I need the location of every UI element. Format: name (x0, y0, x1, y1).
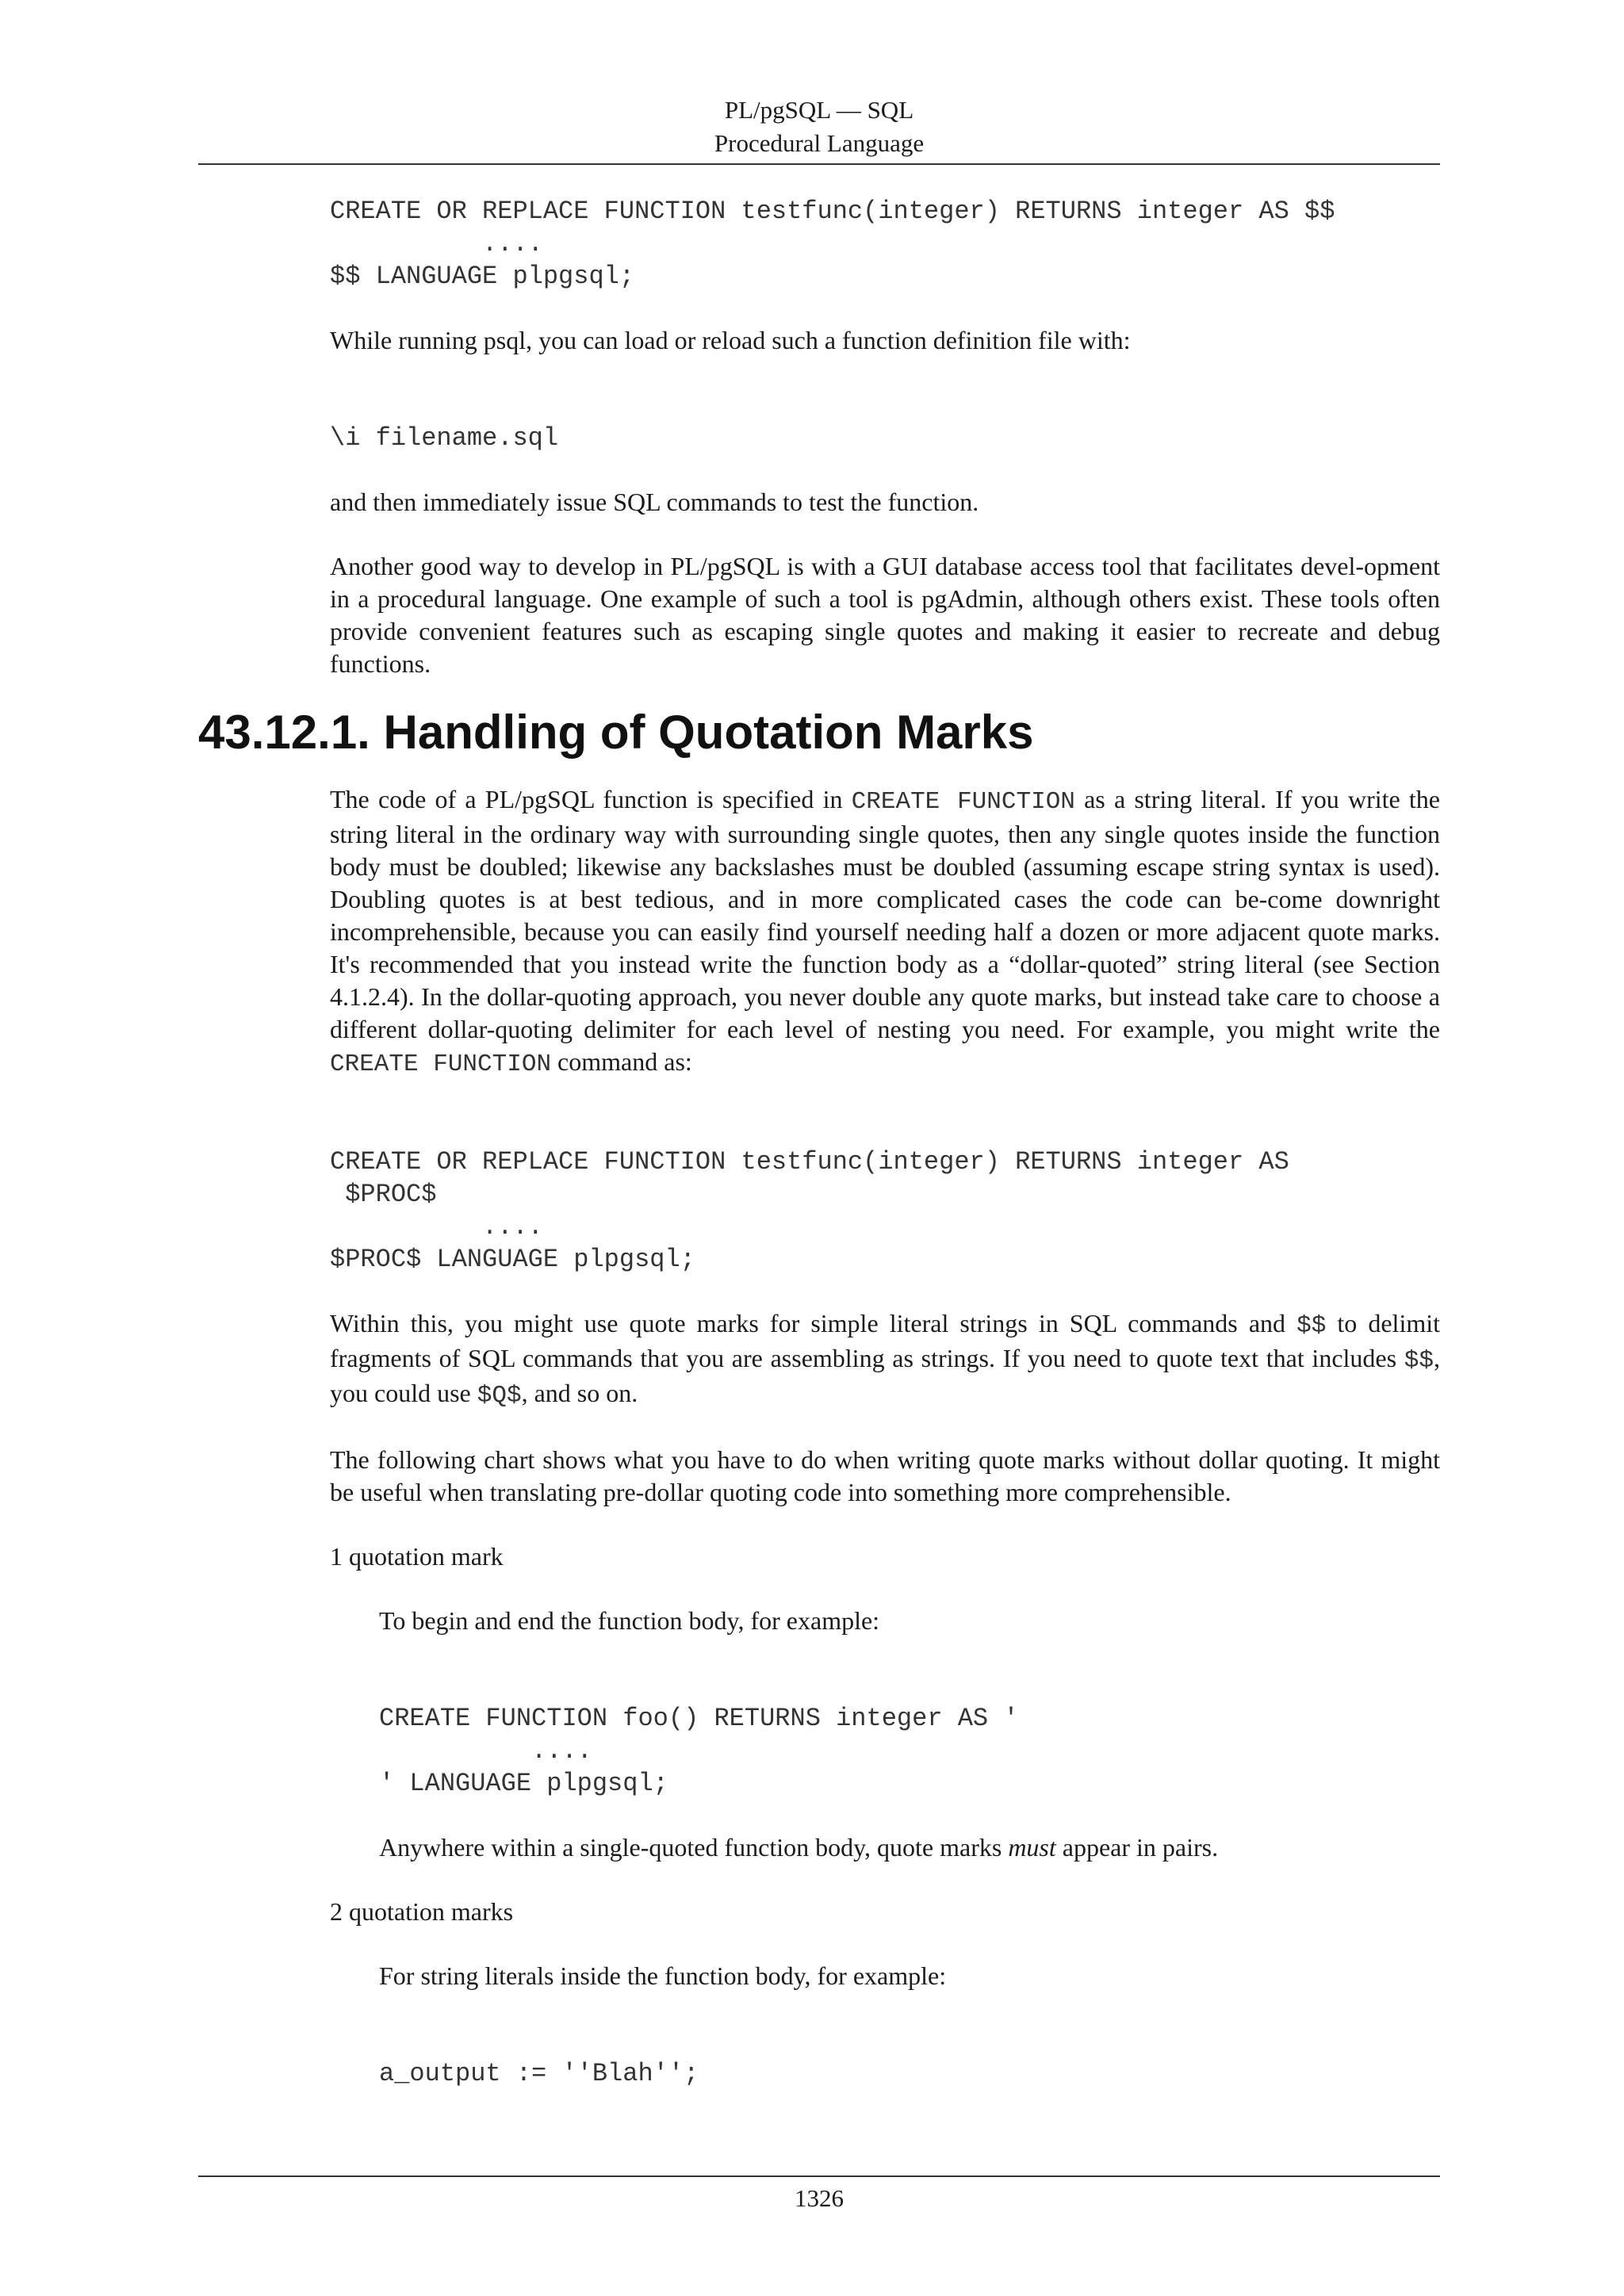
page-content (198, 195, 1441, 2090)
inline-code-create-function: CREATE FUNCTION (851, 788, 1075, 816)
inline-code-dollar: $$ (1404, 1347, 1434, 1375)
term-2-description: For string literals inside the function body, for example: (379, 1961, 947, 1990)
text-run: Anywhere within a single-quoted function body, quote marks (379, 1833, 1009, 1862)
term-list (330, 1540, 1440, 2090)
page-number: 1326 (795, 2184, 844, 2212)
paragraph-gui-tool: Another good way to develop in PL/pgSQL is with a GUI database access tool that facilitates devel-opment in a procedural language. One example of such a tool is pgAdmin, although others exist. These tools often provide convenient features such as escaping single quotes and making it easier to recreate and debug functions. (330, 552, 1440, 678)
paragraph-chart-intro: The following chart shows what you have to do when writing quote marks without dollar quoting. It might be useful when translating pre-dollar quoting code into something more comprehensible. (330, 1445, 1440, 1506)
text-run: as a string literal. If you write the string literal in the ordinary way with surrounding single quotes, then any single quotes inside the function body must be doubled; likewise any backslashes must be doubled (assuming escape string syntax is used). Doubling quotes is at best tedious, and in more complicated cases the code can be-come downright incomprehensible, because you can easily find yourself needing half a dozen or more adjacent quote marks. It's recommended that you instead write the function body as a “dollar-quoted” string literal (see Section 4.1.2.4). In the dollar-quoting approach, you never double any quote marks, but instead take care to choose a different dollar-quoting delimiter for each level of nesting you need. For example, you might write the (330, 785, 1441, 1043)
term-1-note (379, 1831, 1440, 1864)
text-run: command as: (551, 1047, 692, 1076)
paragraph-quoting-intro (330, 783, 1440, 1081)
inline-code-q-dollar: $Q$ (477, 1382, 522, 1410)
text-run: to delimit fragments of SQL commands that you are assembling as strings. If you need to quote text that includes (330, 1309, 1441, 1372)
text-run: , and so on. (521, 1379, 638, 1407)
term-1-definition (379, 1605, 1440, 1864)
section-heading: 43.12.1. Handling of Quotation Marks (198, 706, 1034, 759)
term-2-quotation-marks: 2 quotation marks (330, 1897, 514, 1926)
text-run: appear in pairs. (1055, 1833, 1219, 1862)
running-header (198, 94, 1440, 160)
code-block-foo-function: CREATE FUNCTION foo() RETURNS integer AS ' .... ' LANGUAGE plpgsql; (379, 1704, 1019, 1798)
header-line-2: Procedural Language (714, 129, 925, 157)
code-block-include-file: \i filename.sql (330, 423, 559, 453)
text-run: , you could use (330, 1344, 1440, 1407)
header-line-1: PL/pgSQL — SQL (724, 96, 914, 124)
code-block-proc-quoted: CREATE OR REPLACE FUNCTION testfunc(integer) RETURNS integer AS $PROC$ .... $PROC$ LANGUAGE plpgsql; (330, 1147, 1289, 1274)
inline-code-create-function: CREATE FUNCTION (330, 1050, 552, 1078)
paragraph-test-function: and then immediately issue SQL commands to test the function. (330, 488, 979, 516)
footer-rule (198, 2175, 1440, 2177)
term-1-description: To begin and end the function body, for example: (379, 1606, 880, 1635)
inline-code-dollar: $$ (1297, 1312, 1327, 1340)
code-block-testfunc: CREATE OR REPLACE FUNCTION testfunc(integer) RETURNS integer AS $$ .... $$ LANGUAGE plpgsql; (330, 197, 1335, 291)
term-1-quotation-mark: 1 quotation mark (330, 1542, 504, 1571)
term-2-definition (379, 1960, 1440, 2090)
header-rule (198, 163, 1440, 165)
emphasis-must: must (1008, 1833, 1056, 1862)
text-run: Within this, you might use quote marks for simple literal strings in SQL commands and (330, 1309, 1297, 1337)
paragraph-dollar-quotes (330, 1307, 1440, 1412)
code-block-a-output: a_output := ''Blah''; (379, 2059, 699, 2088)
text-run: The code of a PL/pgSQL function is specified in (330, 785, 852, 813)
paragraph-load-file: While running psql, you can load or reload such a function definition file with: (330, 326, 1131, 354)
